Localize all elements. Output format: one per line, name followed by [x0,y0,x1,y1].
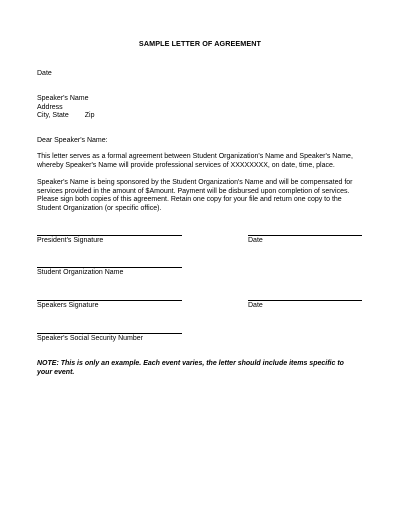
recipient-city-row [37,112,95,121]
paragraph-line: This letter serves as a formal agreement between Student Organization's Name and Speaker's Name, [37,153,353,160]
salutation: Dear Speaker's Name: [37,137,108,144]
speakers-signature-label: Speakers Signature [37,302,99,309]
recipient-zip: Zip [84,112,95,120]
note-line: your event. [37,368,75,376]
student-org-name-label: Student Organization Name [37,269,124,276]
paragraph-sponsorship [37,179,367,213]
paragraph-line: Please sign both copies of this agreement. Retain one copy for your file and return one copy to the [37,196,342,204]
paragraph-line: whereby Speaker's Name will provide professional services of XXXXXXXX, on date, time, place. [37,161,335,169]
note-text [37,360,367,377]
paragraph-line: services provided in the amount of $Amount. Payment will be disbursed upon completion of services. [37,187,350,195]
speakers-signature-line [37,300,182,301]
ssn-line [37,333,182,334]
presidents-signature-label: President's Signature [37,237,104,244]
student-org-name-line [37,267,182,268]
date-signature-line-1 [248,235,362,236]
date-line: Date [37,70,52,77]
recipient-street: Address [37,103,63,111]
presidents-signature-line [37,235,182,236]
paragraph-agreement [37,153,367,170]
date-signature-label-1: Date [248,237,263,244]
recipient-address [37,95,95,121]
recipient-city-state: City, State [37,112,69,120]
date-signature-label-2: Date [248,302,263,309]
letter-title: SAMPLE LETTER OF AGREEMENT [138,39,262,48]
paragraph-line: Student Organization (or specific office). [37,204,162,212]
recipient-name: Speaker's Name [37,95,89,102]
ssn-label: Speaker's Social Security Number [37,335,143,342]
date-signature-line-2 [248,300,362,301]
paragraph-line: Speaker's Name is being sponsored by the Student Organization's Name and will be compensated for [37,179,353,186]
note-line: NOTE: This is only an example. Each event varies, the letter should include items specific to [37,360,344,367]
